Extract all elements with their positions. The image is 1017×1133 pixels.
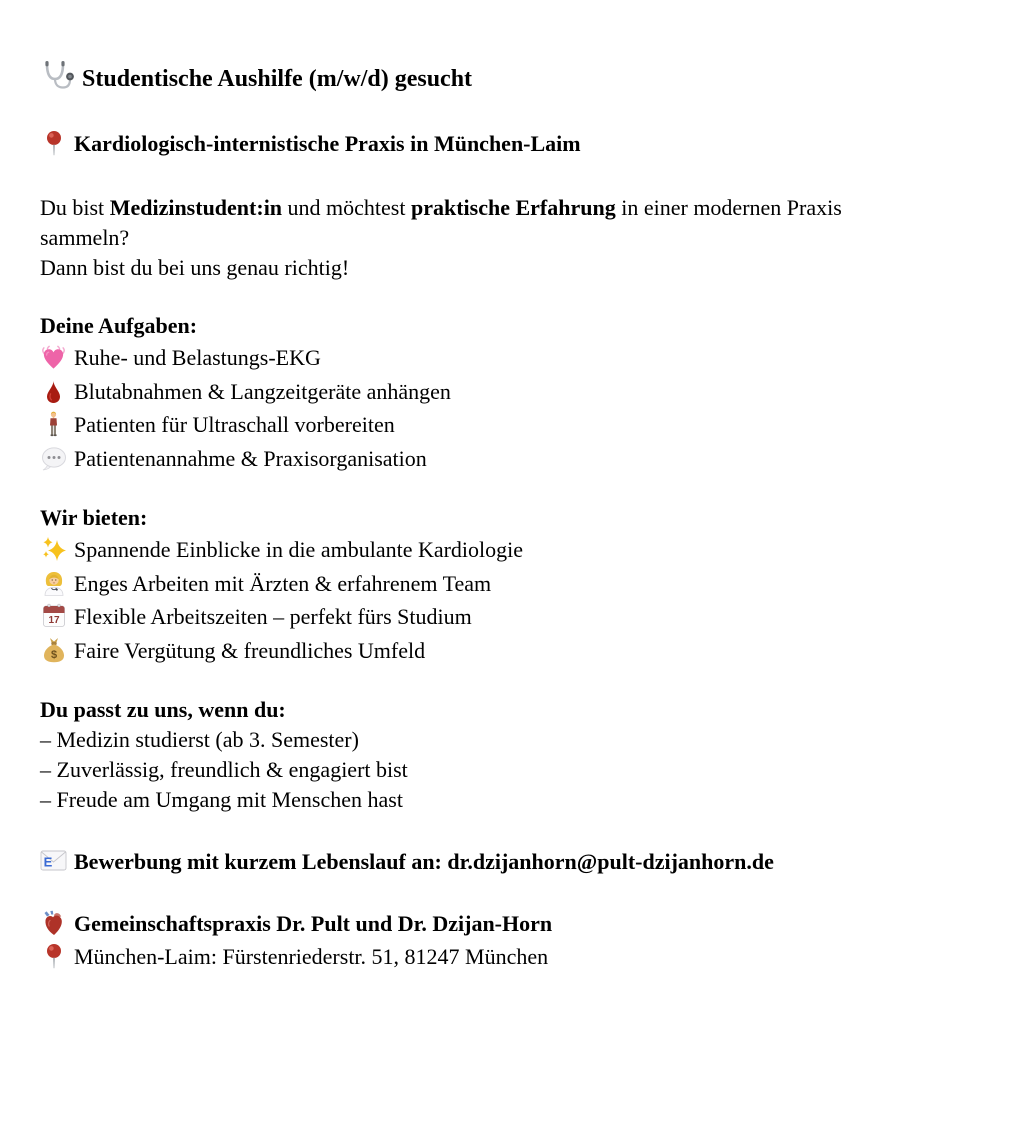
email-icon xyxy=(40,850,67,871)
location-heading xyxy=(40,128,993,160)
list-item xyxy=(40,375,993,409)
intro-text: und möchtest xyxy=(282,195,411,220)
email-letter: E xyxy=(43,854,53,870)
list-item-text: Faire Vergütung & freundliches Umfeld xyxy=(74,637,426,663)
intro-bold-medizinstudent: Medizinstudent:in xyxy=(109,195,283,220)
sparkles-icon xyxy=(40,536,67,562)
round-pushpin-icon xyxy=(40,130,67,156)
list-item-text: Patientenannahme & Praxisorganisation xyxy=(74,445,427,471)
woman-health-worker-icon xyxy=(40,570,67,596)
footer xyxy=(40,907,993,974)
list-item xyxy=(40,442,993,476)
person-standing-icon xyxy=(40,410,67,437)
section-offer xyxy=(40,503,993,667)
list-item-text: Patienten für Ultraschall vorbereiten xyxy=(74,412,395,437)
fit-heading: Du passt zu uns, wenn du: xyxy=(40,697,286,722)
list-item-text: Spannende Einblicke in die ambulante Kardiologie xyxy=(74,537,524,562)
list-item-text: Ruhe- und Belastungs-EKG xyxy=(74,345,321,370)
list-item-text: Blutabnahmen & Langzeitgeräte anhängen xyxy=(74,378,451,404)
location-heading-text: Kardiologisch-internistische Praxis in München-Laim xyxy=(74,131,581,156)
practice-name-line xyxy=(40,907,993,941)
beating-heart-icon xyxy=(40,345,67,370)
blood-drop-icon xyxy=(40,380,67,404)
anatomical-heart-icon xyxy=(40,910,67,936)
application-text: Bewerbung mit kurzem Lebenslauf an: dr.dzijanhorn@pult-dzijanhorn.de xyxy=(74,849,774,874)
intro-text: in einer modernen Praxis xyxy=(615,195,842,220)
round-pushpin-icon xyxy=(40,943,67,969)
section-fit xyxy=(40,695,993,815)
stethoscope-icon xyxy=(40,60,76,90)
list-item xyxy=(40,533,993,567)
offer-heading: Wir bieten: xyxy=(40,505,148,530)
section-tasks xyxy=(40,311,993,475)
list-item: – Freude am Umgang mit Menschen hast xyxy=(40,787,403,812)
practice-name-text: Gemeinschaftspraxis Dr. Pult und Dr. Dzijan-Horn xyxy=(74,910,553,936)
list-item: – Medizin studierst (ab 3. Semester) xyxy=(40,727,359,752)
intro-text-cta: Dann bist du bei uns genau richtig! xyxy=(40,255,350,280)
practice-address-line xyxy=(40,940,993,974)
calendar-icon xyxy=(40,603,67,628)
practice-address-text: München-Laim: Fürstenriederstr. 51, 81247 München xyxy=(74,944,549,969)
money-bag-icon xyxy=(40,637,67,663)
list-item xyxy=(40,567,993,601)
money-symbol: $ xyxy=(50,648,57,661)
list-item: – Zuverlässig, freundlich & engagiert bist xyxy=(40,757,408,782)
page-title-text: Studentische Aushilfe (m/w/d) gesucht xyxy=(82,66,473,92)
application-line xyxy=(40,845,993,879)
calendar-day-number: 17 xyxy=(47,615,60,626)
page-title xyxy=(40,60,993,94)
list-item-text: Flexible Arbeitszeiten – perfekt fürs Studium xyxy=(74,604,472,629)
intro-text-wrap: sammeln? xyxy=(40,225,130,250)
intro-paragraph xyxy=(40,193,993,283)
list-item xyxy=(40,341,993,375)
list-item xyxy=(40,408,993,442)
list-item xyxy=(40,634,993,668)
list-item xyxy=(40,600,993,634)
list-item-text: Enges Arbeiten mit Ärzten & erfahrenem Team xyxy=(74,570,492,596)
intro-bold-erfahrung: praktische Erfahrung xyxy=(410,195,616,220)
speech-balloon-icon xyxy=(40,447,67,471)
intro-text: Du bist xyxy=(40,195,110,220)
tasks-heading: Deine Aufgaben: xyxy=(40,313,198,338)
